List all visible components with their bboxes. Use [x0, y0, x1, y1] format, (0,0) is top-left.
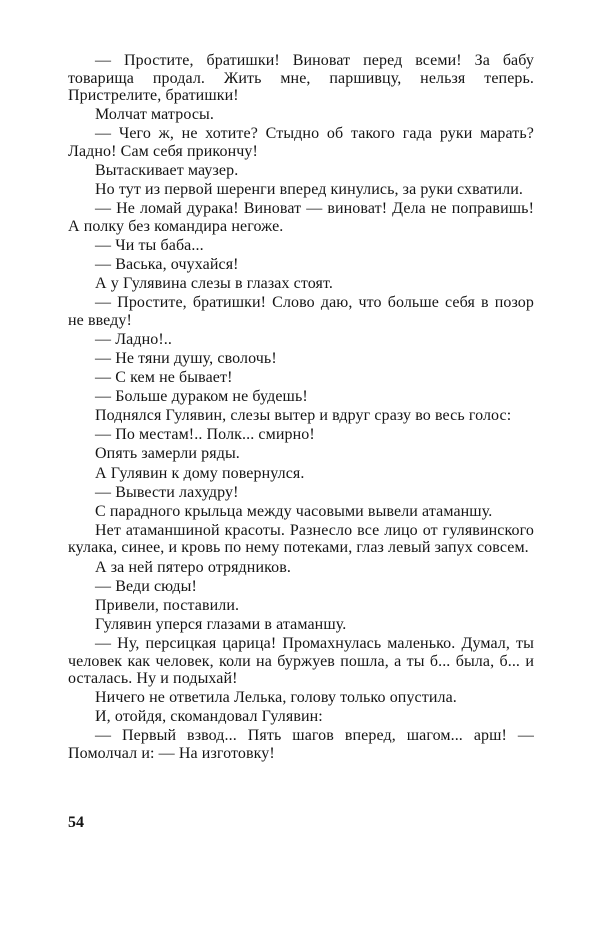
paragraph: — Не тяни душу, сволочь!	[95, 350, 277, 367]
paragraph: И, отойдя, скомандовал Гулявин:	[95, 708, 323, 726]
paragraph: Вытаскивает маузер.	[95, 162, 239, 180]
paragraph: С парадного крыльца между часовыми вывели атаманшу.	[95, 502, 493, 520]
paragraph: — Чего ж, не хотите? Стыдно об такого гада руки марать? Ладно! Сам себя прикончу!	[68, 125, 534, 160]
paragraph: А за ней пятеро отрядников.	[95, 558, 292, 576]
paragraph: Поднялся Гулявин, слезы вытер и вдруг сразу во весь голос:	[95, 407, 512, 425]
paragraph: А Гулявин к дому повернулся.	[95, 464, 305, 482]
paragraph: Гулявин уперся глазами в атаманшу.	[95, 615, 347, 633]
paragraph: — Больше дураком не будешь!	[95, 388, 308, 406]
page-text	[68, 52, 534, 763]
paragraph: Опять замерли ряды.	[95, 445, 240, 463]
paragraph: — Веди сюды!	[95, 577, 197, 595]
paragraph: Привели, поставили.	[95, 596, 240, 614]
paragraph: — По местам!.. Полк... смирно!	[95, 426, 315, 444]
paragraph: Но тут из первой шеренги вперед кинулись, за руки схватили.	[95, 181, 523, 199]
page-number: 54	[68, 814, 84, 831]
paragraph: — Простите, братишки! Слово даю, что больше себя в позор не введу!	[68, 294, 534, 329]
paragraph: Ничего не ответила Лелька, голову только опустила.	[95, 689, 457, 707]
paragraph: — Ладно!..	[95, 330, 172, 348]
paragraph: Нет атаманшиной красоты. Разнесло все лицо от гулявинского кулака, синее, и кровь по нему потеками, глаз левый запух совсем.	[68, 521, 534, 557]
paragraph: — Чи ты баба...	[95, 236, 204, 254]
paragraph: А у Гулявина слезы в глазах стоят.	[95, 275, 334, 293]
paragraph: — Первый взвод... Пять шагов вперед, шагом... арш! — Помолчал и: — На изготовку!	[68, 727, 534, 762]
paragraph: — Простите, братишки! Виноват перед всеми! За бабу товарища продал. Жить мне, паршивцу, нельзя теперь. Пристрелите, братишки!	[68, 52, 534, 105]
paragraph: — Не ломай дурака! Виноват — виноват! Дела не поправишь! А полку без командира негоже.	[68, 200, 534, 235]
paragraph: — Вывести лахудру!	[95, 483, 239, 501]
paragraph: Молчат матросы.	[95, 106, 214, 124]
paragraph: — Ну, персицкая царица! Промахнулась маленько. Думал, ты человек как человек, коли на буржуев пошла, а ты б... была, б... и осталась. Ну и подыхай!	[68, 634, 534, 688]
paragraph: — С кем не бывает!	[95, 369, 233, 387]
paragraph: — Васька, очухайся!	[95, 256, 239, 274]
